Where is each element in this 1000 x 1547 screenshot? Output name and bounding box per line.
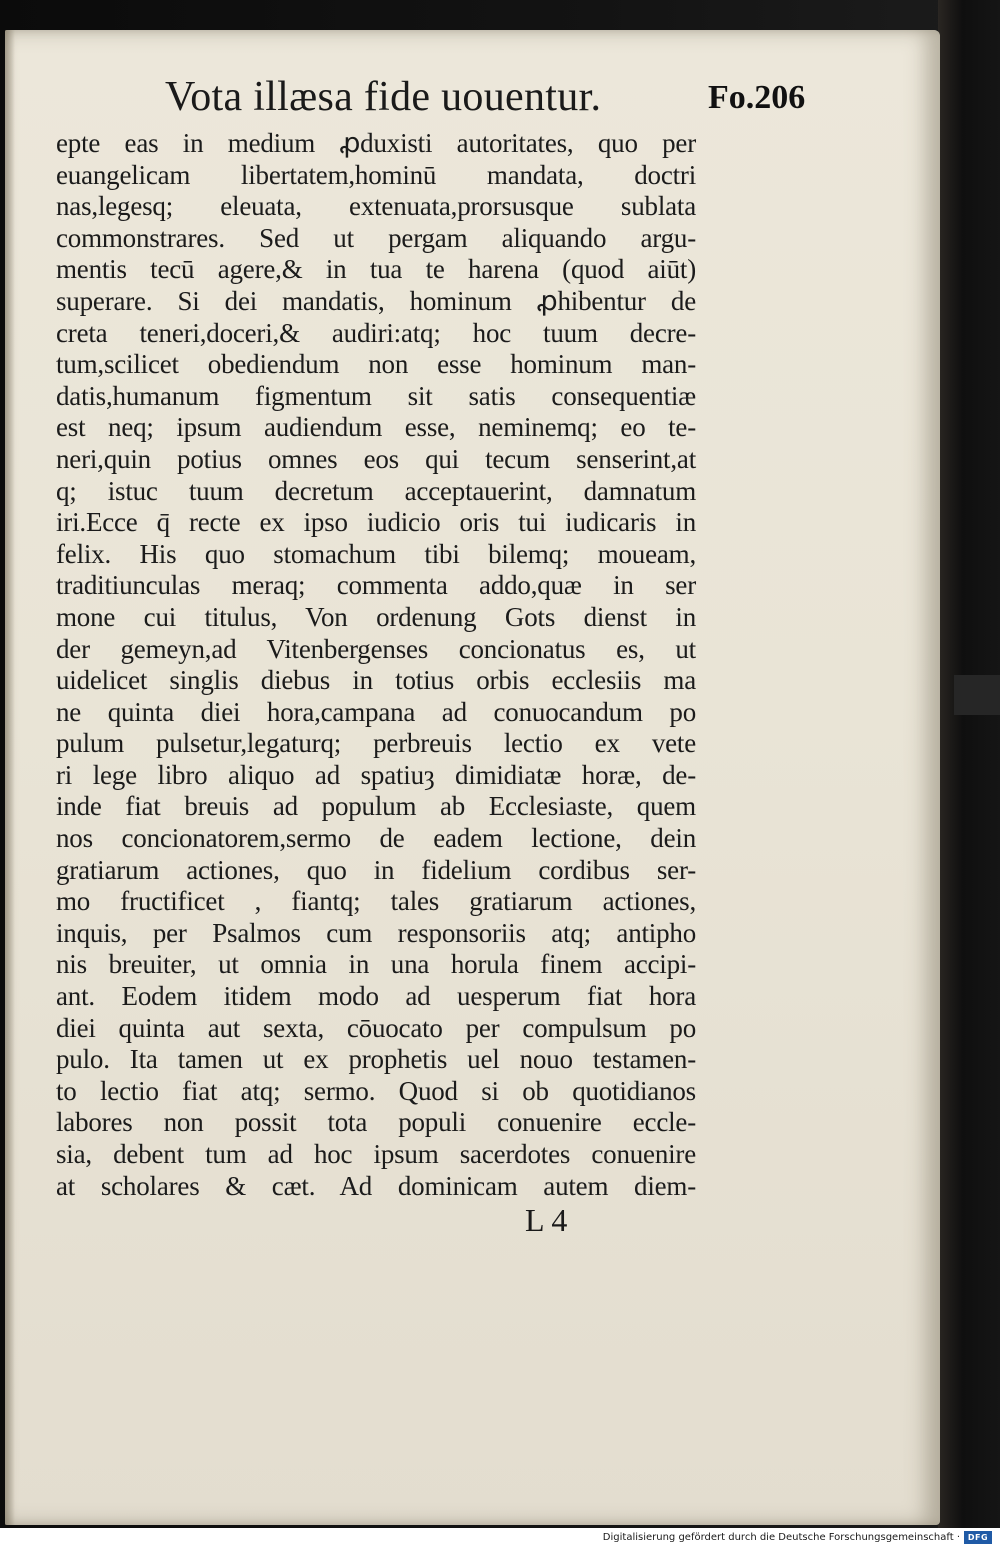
signature-mark: L 4 (525, 1202, 568, 1238)
text-line: ri lege libro aliquo ad spatiuȝ dimidiatæ horæ, de- (56, 759, 696, 790)
book-edge (938, 0, 1000, 1528)
text-line: traditiunculas meraq; commenta addo,quæ in ser (56, 570, 696, 601)
text-line: mo fructificet , fiantq; tales gratiarum actiones, (56, 886, 696, 917)
text-line: neri,quin potius omnes eos qui tecum senserint,at (56, 443, 696, 474)
text-line: mone cui titulus, Von ordenung Gots dienst in (56, 601, 696, 632)
text-line: epte eas in medium ꝓduxisti autoritates, quo per (56, 128, 696, 158)
text-line: datis,humanum figmentum sit satis consequentiæ (56, 380, 696, 411)
text-line: diei quinta aut sexta, cōuocato per compulsum po (56, 1012, 696, 1043)
text-line: q; istuc tuum decretum acceptauerint, damnatum (56, 475, 696, 506)
text-line: commonstrares. Sed ut pergam aliquando argu- (56, 222, 696, 253)
text-line: ant. Eodem itidem modo ad uesperum fiat hora (56, 981, 696, 1012)
text-line: superare. Si dei mandatis, hominum ꝓhibentur de (56, 285, 696, 316)
text-line: euangelicam libertatem,hominū mandata, doctri (56, 159, 696, 190)
text-line: pulum pulsetur,legaturq; perbreuis lectio ex vete (56, 728, 696, 759)
dfg-logo-icon: DFG (964, 1531, 992, 1544)
folio-number: Fo.206 (708, 79, 806, 116)
page-gutter-shadow (5, 30, 15, 1525)
text-line: sia, debent tum ad hoc ipsum sacerdotes conuenire (56, 1139, 696, 1169)
text-line: tum,scilicet obediendum non esse hominum man- (56, 349, 696, 380)
text-line: nos concionatorem,sermo de eadem lectione, dein (56, 823, 696, 854)
text-line: gratiarum actiones, quo in fidelium cordibus ser- (56, 854, 696, 885)
text-line: inde fiat breuis ad populum ab Ecclesiaste, quem (56, 791, 696, 822)
body-text (56, 128, 696, 1202)
text-line: ne quinta diei hora,campana ad conuocandum po (56, 696, 696, 727)
text-line: creta teneri,doceri,& audiri:atq; hoc tuum decre- (56, 317, 696, 348)
text-line: pulo. Ita tamen ut ex prophetis uel nouo testamen- (56, 1044, 696, 1075)
text-line: inquis, per Psalmos cum responsoriis atq; antipho (56, 917, 696, 948)
page-marker-tab (954, 675, 1000, 715)
text-line: der gemeyn,ad Vitenbergenses concionatus es, ut (56, 633, 696, 664)
text-line: iri.Ecce q̄ recte ex ipso iudicio oris tui iudicaris in (56, 507, 696, 538)
text-line: est neq; ipsum audiendum esse, neminemq; eo te- (56, 412, 696, 443)
text-line: nas,legesq; eleuata, extenuata,prorsusque sublata (56, 191, 696, 222)
text-line: to lectio fiat atq; sermo. Quod si ob quotidianos (56, 1075, 696, 1106)
text-line: felix. His quo stomachum tibi bilemq; moueam, (56, 538, 696, 569)
text-line: at scholares & cæt. Ad dominicam autem diem- (56, 1170, 696, 1201)
running-head: Vota illæsa fide uouentur. (165, 74, 602, 120)
text-line: mentis tecū agere,& in tua te harena (quod aiūt) (56, 254, 696, 285)
text-line: nis breuiter, ut omnia in una horula finem accipi- (56, 949, 696, 980)
text-line: labores non possit tota populi conuenire eccle- (56, 1107, 696, 1138)
text-line: uidelicet singlis diebus in totius orbis ecclesiis ma (56, 665, 696, 696)
funding-credit: Digitalisierung gefördert durch die Deutsche Forschungsgemeinschaft · (602, 1532, 960, 1543)
